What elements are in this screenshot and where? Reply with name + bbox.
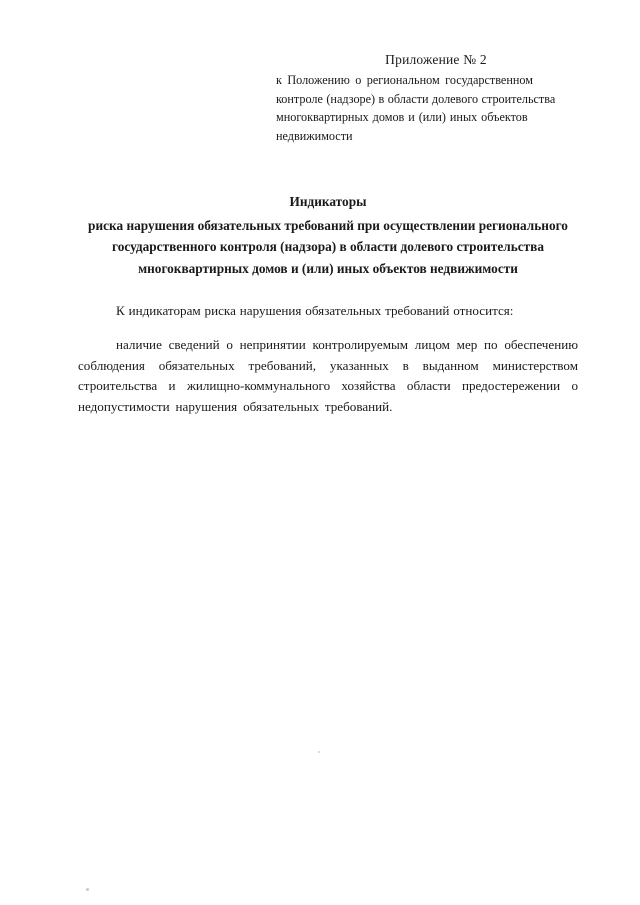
document-title-main: Индикаторы <box>289 194 367 210</box>
scan-artifact-dot <box>86 888 89 891</box>
appendix-reference-line-1: к Положению о региональном государственном <box>276 73 533 87</box>
document-title-sub: риска нарушения обязательных требований при осуществлении регионального государственного контроля (надзора) в области долевого строительства многоквартирных домов и (или) иных объектов недвижимости <box>88 217 568 276</box>
scan-artifact-dot-secondary <box>318 751 320 753</box>
appendix-reference-line-3: многоквартирных домов и (или) иных объектов <box>276 110 528 125</box>
paragraph-indicator: наличие сведений о непринятии контролируемым лицом мер по обеспечению соблюдения обязательных требований, указанных в выданном министерством строительства и жилищно-коммунального хозяйства области предостережении о недопустимости нарушения обязательных требований. <box>78 337 578 415</box>
appendix-reference-line-4: недвижимости <box>276 128 353 143</box>
paragraph-intro: К индикаторам риска нарушения обязательных требований относится: <box>116 303 514 319</box>
appendix-header <box>276 52 596 145</box>
appendix-reference-line-2: контроле (надзоре) в области долевого строительства <box>276 91 556 106</box>
document-body <box>78 301 578 418</box>
document-title <box>78 191 578 279</box>
appendix-number: Приложение № 2 <box>385 52 487 67</box>
